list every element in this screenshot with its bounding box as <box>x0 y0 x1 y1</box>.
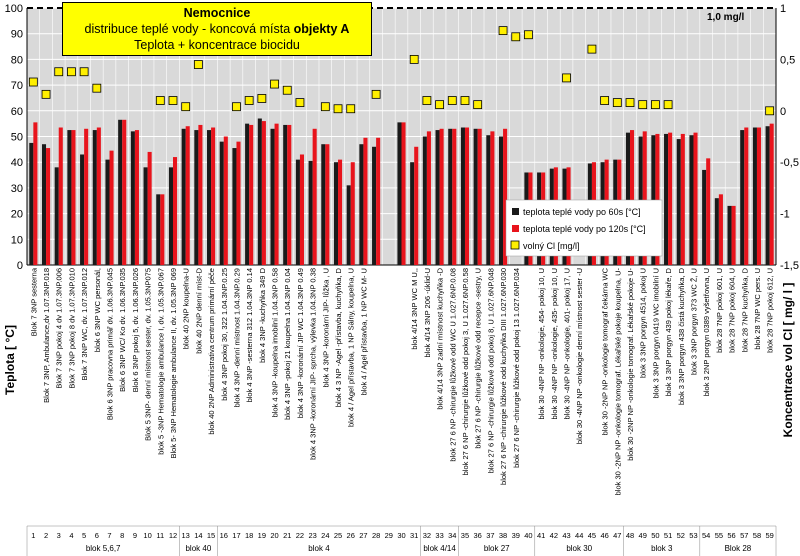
bar-60s <box>296 160 300 265</box>
bar-60s <box>105 160 109 265</box>
x-category-label: blok 4 3NP -denní místnost 1.04.3NP.0.29 <box>232 268 242 408</box>
bar-60s <box>486 135 490 265</box>
marker-cl <box>448 97 456 105</box>
bar-120s <box>770 124 774 265</box>
y-tick-label: 70 <box>10 80 23 93</box>
legend-swatch-cl <box>511 241 519 249</box>
x-number-label: 14 <box>194 531 203 540</box>
x-number-label: 35 <box>460 531 470 540</box>
bar-60s <box>194 130 198 265</box>
x-category-label: blok 6 3NP WC personál, <box>92 268 102 353</box>
x-category-label: Blok 7 3NP pokoj 8 dv 1.07.3NP.010 <box>67 268 77 389</box>
marker-cl <box>588 45 596 53</box>
x-number-label: 5 <box>82 531 87 540</box>
x-category-label: Blok 5- 3NP Hematologie ambulance II, dv. 1.05.3NP 069 <box>168 268 178 459</box>
marker-cl <box>626 99 634 107</box>
bar-120s <box>452 129 456 265</box>
x-category-label: blok 28 7NP pokoj 604, U <box>727 268 737 353</box>
x-number-label: 30 <box>397 531 406 540</box>
x-number-label: 57 <box>740 531 749 540</box>
x-category-label: blok 30 -4NP NP -onkologie denní místnost sester -U <box>575 268 585 445</box>
x-number-label: 45 <box>587 531 597 540</box>
bar-60s <box>207 130 211 265</box>
bar-60s <box>67 130 71 265</box>
legend-label-60s: teplota teplé vody po 60s [°C] <box>523 207 641 217</box>
group-label: Blok 28 <box>724 544 752 553</box>
x-category-labels <box>29 267 774 495</box>
marker-cl <box>283 86 291 94</box>
bar-60s <box>29 143 33 265</box>
bar-120s <box>427 131 431 265</box>
x-number-label: 31 <box>410 531 419 540</box>
bar-60s <box>410 162 414 265</box>
bar-120s <box>376 138 380 265</box>
group-label: blok 4/14 <box>423 544 456 553</box>
bar-60s <box>118 120 122 265</box>
marker-cl <box>601 97 609 105</box>
group-label: blok 3 <box>651 544 673 553</box>
bar-120s <box>97 128 101 265</box>
x-category-label: blok 4 3NP pokoj 30, 322 1.04.3NP.0.25 <box>219 268 229 401</box>
bar-120s <box>160 194 164 265</box>
bar-120s <box>249 125 253 265</box>
bar-60s <box>423 137 427 266</box>
legend-swatch-60s <box>512 208 519 215</box>
x-number-label: 18 <box>244 531 254 540</box>
bar-120s <box>84 129 88 265</box>
marker-cl <box>245 97 253 105</box>
bar-120s <box>732 206 736 265</box>
bar-60s <box>334 162 338 265</box>
x-category-label: blok 30 -4NP NP -onkologie, 435- pokoj 10, U <box>549 268 559 420</box>
y2-axis-title: Koncentrace vol Cl [ mg/ l ] <box>781 282 795 438</box>
marker-cl <box>296 99 304 107</box>
x-category-label: blok 4 / Agel přístavba, 1 NP WC M- U <box>359 268 369 396</box>
bar-60s <box>156 194 160 265</box>
x-category-label: blok 27 6 NP -chirurgie lůžkové odd WC U 1.027.6NP.0.08 <box>448 268 458 462</box>
bar-120s <box>33 122 37 265</box>
x-category-label: blok 4/14 3NP WC M U,, <box>410 268 420 350</box>
bar-60s <box>232 148 236 265</box>
x-category-label: blok 27 6 NP -chirurgie lůžkové odd recepce -sestry, U <box>473 268 483 449</box>
y-tick-label: 10 <box>10 234 23 247</box>
x-category-label: Blok 7 3NP, Ambulance,dv 1.07.3NP.018 <box>42 268 52 403</box>
x-number-label: 13 <box>181 531 190 540</box>
marker-cl <box>512 33 520 41</box>
y-tick-label: 20 <box>10 208 23 221</box>
bar-60s <box>144 167 148 265</box>
x-number-label: 52 <box>676 531 685 540</box>
y2-tick-label: -0,5 <box>780 157 799 170</box>
x-number-label: 43 <box>562 531 571 540</box>
x-category-label: blok 40 2NP denní míst-D <box>194 268 204 354</box>
x-number-label: 40 <box>524 531 533 540</box>
bar-60s <box>474 129 478 265</box>
bar-60s <box>766 126 770 265</box>
bar-120s <box>693 133 697 265</box>
bar-60s <box>728 206 732 265</box>
x-category-label: blok 27 6 NP -chirurgie lůžkové odd pokoj 3, U 1.027.6NP.0.58 <box>460 268 470 476</box>
y-tick-label: 30 <box>10 182 23 195</box>
bar-60s <box>93 130 97 265</box>
chart-subtitle-2: Teplota + koncentrace biocidu <box>134 38 300 52</box>
bar-120s <box>275 124 279 265</box>
bar-120s <box>668 133 672 265</box>
marker-cl <box>372 90 380 98</box>
bar-60s <box>499 137 503 266</box>
bar-60s <box>689 135 693 265</box>
marker-cl <box>169 97 177 105</box>
x-number-label: 16 <box>219 531 228 540</box>
y2-tick-label: -1 <box>780 208 790 221</box>
marker-cl <box>664 101 672 109</box>
bar-60s <box>715 198 719 265</box>
x-number-label: 20 <box>270 531 279 540</box>
bar-120s <box>262 121 266 265</box>
bar-120s <box>59 128 63 265</box>
x-category-label: blok 27 6 NP -chirurgie lůžkové odd pokoj 8, U 1.027.6NP.048 <box>486 267 496 474</box>
bar-60s <box>80 154 84 265</box>
marker-cl <box>42 90 50 98</box>
x-number-label: 54 <box>702 531 711 540</box>
x-category-label: blok 4 3 NP -Agel -přístavba, kuchyňka, D <box>334 268 344 408</box>
chart-subtitle-bold: objekty A <box>293 22 350 36</box>
marker-cl <box>67 68 75 76</box>
x-number-label: 34 <box>448 531 457 540</box>
x-number-label: 3 <box>56 531 61 540</box>
x-number-label: 22 <box>295 531 305 540</box>
x-category-label: Blok 5 3NP- denní místnost sester, dv. 1.05.3NP075 <box>143 268 153 441</box>
x-number-label: 1 <box>31 531 36 540</box>
x-category-label: blok 28 7NP pokoj 612, U <box>765 268 775 353</box>
x-category-label: blok 4/14 3NP zadní místnost kuchyňka -D <box>435 267 445 410</box>
bar-120s <box>71 130 75 265</box>
x-number-label: 44 <box>575 531 584 540</box>
marker-cl <box>321 103 329 111</box>
bar-120s <box>440 129 444 265</box>
group-label: blok 40 <box>185 544 212 553</box>
x-category-label: blok 3 3NP porgyn 439 pokoj lékaře, D <box>664 268 674 397</box>
x-category-label: blok 27 6 NP -chirurgie lůžkové odd kuchyňka DIII 1.027.6NP.030 <box>499 268 509 485</box>
x-category-label: blok 4 3NP -koronární JIP WC 1.04.3NP 0.49 <box>295 268 305 419</box>
bar-60s <box>461 128 465 265</box>
bar-60s <box>321 144 325 265</box>
bar-60s <box>258 119 262 265</box>
marker-cl <box>766 107 774 115</box>
legend <box>506 200 662 256</box>
x-category-label: Blok 6 3NP pokoj 5, dv. 1.06.3NP.026 <box>130 268 140 393</box>
x-number-label: 51 <box>663 531 673 540</box>
x-category-label: blok 40 2NP koupelna-U <box>181 268 191 350</box>
legend-label-120s: teplota teplé vody po 120s [°C] <box>523 224 646 234</box>
bar-120s <box>135 130 139 265</box>
marker-cl <box>156 97 164 105</box>
marker-cl <box>29 78 37 86</box>
bar-60s <box>42 144 46 265</box>
y2-tick-label: -1,5 <box>780 260 799 272</box>
bar-120s <box>706 158 710 265</box>
bar-60s <box>347 185 351 265</box>
x-category-label: blok 4 3NP -koupelna imobilní 1.04.3NP 0.58 <box>270 268 280 418</box>
y2-tick-label: 0 <box>780 105 787 118</box>
bar-120s <box>122 120 126 265</box>
bar-120s <box>414 147 418 265</box>
bar-60s <box>131 131 135 265</box>
bar-60s <box>245 124 249 265</box>
x-number-label: 19 <box>257 531 267 540</box>
x-number-label: 37 <box>486 531 495 540</box>
bar-120s <box>363 138 367 265</box>
y-tick-label: 90 <box>10 28 23 41</box>
bar-120s <box>338 160 342 265</box>
bar-120s <box>313 129 317 265</box>
x-number-label: 59 <box>765 531 774 540</box>
legend-swatch-120s <box>512 225 519 232</box>
bar-120s <box>681 134 685 265</box>
x-number-label: 29 <box>384 531 393 540</box>
bar-120s <box>325 144 329 265</box>
marker-cl <box>410 55 418 63</box>
group-label: blok 5,6,7 <box>85 544 121 553</box>
marker-cl <box>347 105 355 113</box>
x-number-label: 48 <box>625 531 635 540</box>
group-label: blok 27 <box>483 544 510 553</box>
x-number-label: 32 <box>422 531 432 540</box>
x-number-label: 2 <box>43 531 49 540</box>
bar-60s <box>677 139 681 265</box>
marker-cl <box>436 101 444 109</box>
bar-120s <box>757 128 761 265</box>
x-category-label: blok 4 3NP -kuchyňka 349 D <box>257 268 267 363</box>
x-category-label: blok 3 2NP porgyn 0389 vyšetřovna, U <box>702 268 712 397</box>
x-category-label: blok 28 7NP WC pers. U <box>752 268 762 350</box>
x-number-label: 53 <box>689 531 698 540</box>
bar-120s <box>478 129 482 265</box>
x-category-label: blok 28 7NP pokoj 601, U <box>714 268 724 353</box>
x-number-label: 41 <box>536 531 546 540</box>
x-category-label: blok 4/14 3NP 206 -úklid-U <box>422 268 432 358</box>
x-number-label: 7 <box>107 531 112 540</box>
y-axis-ticks <box>5 3 23 272</box>
bar-120s <box>198 125 202 265</box>
bar-120s <box>148 152 152 265</box>
bar-120s <box>46 148 50 265</box>
marker-cl <box>80 68 88 76</box>
x-number-label: 11 <box>156 531 165 540</box>
bar-120s <box>351 162 355 265</box>
bar-120s <box>287 125 291 265</box>
marker-cl <box>232 103 240 111</box>
x-number-label: 10 <box>143 531 152 540</box>
bar-60s <box>397 122 401 265</box>
x-number-label: 9 <box>132 531 137 540</box>
x-number-label: 15 <box>206 531 216 540</box>
marker-cl <box>461 97 469 105</box>
x-category-label: Blok 7 3NP sesterna <box>29 268 39 337</box>
bar-120s <box>186 126 190 265</box>
x-number-label: 12 <box>168 531 178 540</box>
marker-cl <box>93 84 101 92</box>
bar-60s <box>448 129 452 265</box>
marker-cl <box>182 103 190 111</box>
bar-120s <box>173 157 177 265</box>
x-number-label: 17 <box>232 531 241 540</box>
x-category-label: blok 28 7NP kuchyňka, D <box>740 268 750 353</box>
x-category-label: blok 4 3NP -sesterna 312 1.04.3NP 0.14 <box>245 268 255 403</box>
x-number-label: 58 <box>752 531 762 540</box>
bar-120s <box>490 131 494 265</box>
marker-cl <box>474 101 482 109</box>
x-number-label: 55 <box>714 531 724 540</box>
bar-120s <box>211 128 215 265</box>
bar-60s <box>753 128 757 265</box>
x-category-label: blok 30 -2NP NP -onkologie tomograf. Lékařské pokoje U- <box>626 268 636 461</box>
x-category-label: blok 5 -3NP Hematologie ambulance I, dv. 1.05.3NP.067 <box>156 268 166 455</box>
marker-cl <box>55 68 63 76</box>
y-tick-label: 100 <box>4 3 23 15</box>
marker-cl <box>524 31 532 39</box>
x-category-label: blok 3 3NP porgyn 373 WC Ž, U <box>689 268 699 375</box>
group-label: blok 4 <box>308 544 330 553</box>
x-category-label: blok 40 2NP Administrativa centrum primární péče <box>207 268 217 435</box>
x-number-label: 47 <box>613 531 622 540</box>
bar-60s <box>740 130 744 265</box>
x-category-label: blok 3 3NP porgyn 4514, pokoj U <box>638 268 648 378</box>
bar-60s <box>283 125 287 265</box>
x-number-label: 28 <box>371 531 381 540</box>
x-category-label: blok 4 3NP -pokoj 21 koupelna 1.04.3NP 0.04 <box>283 268 293 420</box>
x-number-label: 46 <box>600 531 609 540</box>
x-category-label: Blok 6 3NP pracovna primář dv. 1.06.3NP.045 <box>105 268 115 421</box>
x-number-label: 6 <box>94 531 99 540</box>
marker-cl <box>258 94 266 102</box>
x-category-label: blok 30 -4NP NP -onkologie, 454- pokoj 10, U <box>537 268 547 420</box>
y2-tick-label: 1 <box>780 3 787 15</box>
x-category-label: blok 30 -2NP NP -onkologie tomograf čekárna WC <box>600 268 610 436</box>
bar-60s <box>220 142 224 265</box>
y2-tick-label: 0,5 <box>780 54 796 67</box>
x-number-label: 33 <box>435 531 444 540</box>
x-number-label: 4 <box>69 531 74 540</box>
x-number-label: 8 <box>120 531 125 540</box>
y-tick-label: 40 <box>10 157 23 170</box>
y-tick-label: 50 <box>10 131 23 144</box>
legend-label-cl: volný Cl [mg/l] <box>523 241 580 251</box>
x-category-label: blok 3 3NP porgyn 438 čistá kuchyňka, D <box>676 268 686 406</box>
chart-title-box <box>62 2 372 56</box>
marker-cl <box>271 80 279 88</box>
bar-120s <box>224 137 228 266</box>
marker-cl <box>613 99 621 107</box>
x-category-label: blok 4 3NP -koronární JIP- sprcha, výlevka 1.04.3NP 0.38 <box>308 268 318 460</box>
bar-60s <box>169 167 173 265</box>
bar-120s <box>236 142 240 265</box>
bar-60s <box>182 129 186 265</box>
bar-60s <box>55 167 59 265</box>
x-category-label: blok 4 / Agel přístavba, 1 NP Sálny, koupelna, U <box>346 268 356 427</box>
x-category-label: blok 4 3NP -koronární JIP- lůžka , U <box>321 268 331 388</box>
x-category-label: blok 27 6 NP -chirurgie lůžkové odd pokoj 13 1.027.6NP.034 <box>511 268 521 468</box>
x-number-label: 36 <box>473 531 482 540</box>
marker-cl <box>651 101 659 109</box>
marker-cl <box>423 97 431 105</box>
y2-axis-ticks <box>780 3 799 272</box>
x-number-label: 50 <box>651 531 660 540</box>
bar-60s <box>309 161 313 265</box>
chart-subtitle <box>63 21 371 37</box>
bar-60s <box>702 170 706 265</box>
x-number-label: 42 <box>549 531 559 540</box>
x-number-labels <box>27 526 776 540</box>
bar-60s <box>664 134 668 265</box>
x-category-label: Blok 6 3NP WC/ Ko dv. 1.06.3NP.035 <box>118 268 128 392</box>
x-number-label: 39 <box>511 531 520 540</box>
marker-cl <box>194 61 202 69</box>
group-label: blok 30 <box>566 544 593 553</box>
y-tick-label: 0 <box>16 260 23 272</box>
x-number-label: 24 <box>321 531 330 540</box>
bar-120s <box>402 122 406 265</box>
bar-120s <box>744 128 748 265</box>
y-tick-label: 80 <box>10 54 23 67</box>
marker-cl <box>563 74 571 82</box>
marker-cl <box>639 101 647 109</box>
chart-subtitle-text: distribuce teplé vody - koncová místa <box>84 22 291 36</box>
bar-60s <box>436 130 440 265</box>
x-number-label: 25 <box>333 531 343 540</box>
bar-120s <box>110 151 114 265</box>
x-number-label: 38 <box>498 531 508 540</box>
x-category-label: blok 30 -4NP NP -onkologie, 401- pokoj 17, U <box>562 268 572 420</box>
marker-cl <box>334 105 342 113</box>
y-tick-label: 60 <box>10 105 23 118</box>
x-number-label: 56 <box>727 531 736 540</box>
x-number-label: 26 <box>346 531 355 540</box>
x-number-label: 23 <box>308 531 317 540</box>
chart-title: Nemocnice <box>183 6 251 20</box>
limit-label: 1,0 mg/l <box>707 12 745 23</box>
x-category-label: Blok 7 3NP pokoj 4 dv 1.07.3NP.006 <box>54 268 64 389</box>
bar-60s <box>270 129 274 265</box>
bar-120s <box>719 194 723 265</box>
x-number-label: 21 <box>283 531 292 540</box>
x-category-label: blok 3 3NP porgyn 0419 WC imobilní U <box>651 268 661 399</box>
x-category-label: Blok 7 3NP WC, dv. 1.07.3NP.012 <box>80 268 90 381</box>
bar-120s <box>465 128 469 265</box>
bar-60s <box>359 144 363 265</box>
x-number-label: 49 <box>638 531 647 540</box>
x-category-label: blok 30 -2NP NP -onkologie tomograf. Lékařské pokoje koupelna, U- <box>613 268 623 496</box>
x-number-label: 27 <box>359 531 368 540</box>
y-axis-title: Teplota [ °C] <box>3 325 17 395</box>
marker-cl <box>499 27 507 35</box>
bar-60s <box>372 147 376 265</box>
bar-120s <box>300 154 304 265</box>
